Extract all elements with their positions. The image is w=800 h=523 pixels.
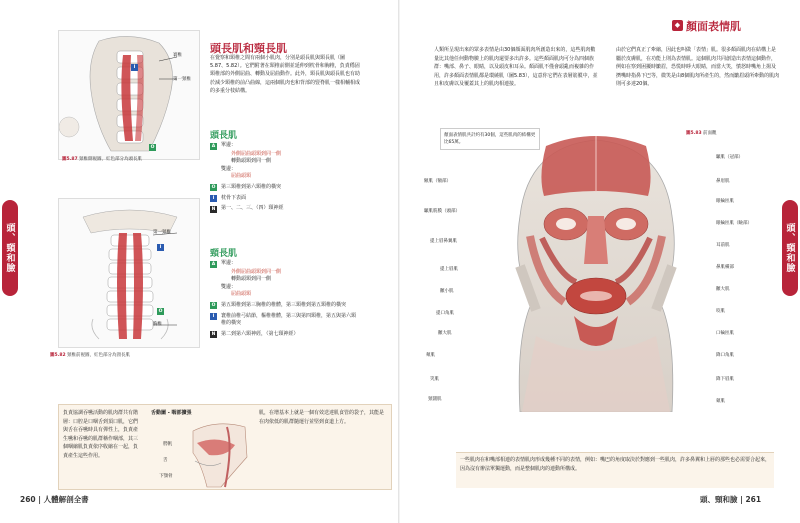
book-title: 頭、頸和臉 [700,495,738,504]
action-badge: A [211,143,216,149]
intro-paragraph: 在覺察和頸椎之間有兩個小肌肉，分別是頭長肌與頸長肌（圖5.87、5.82）。它們附著在頸椎前側並延伸到枕骨和胸椎，負責穩固頸椎部的外側屈曲、轉動及屈曲動作。此外，頸長肌與頭長肌也有助於減少頸椎的前凸曲線，這兩個肌肉也和背部的豎脊肌一樣相輔相成的多重分枝結構。 [210,55,361,94]
sidebar-text-right: 肌，在增基本上就是一個有效送達肌食管的袋子，其能是在肉依低的肌群隨運行並堅到食道上方。 [259,410,385,425]
section-heading: 頭長肌和頸長肌 [210,42,287,55]
label-c1: 第一頸椎 [153,230,171,235]
muscle-label: 提口角肌 [436,311,454,316]
page-number: 261 [745,495,762,504]
origin-text: 第三頸椎到第六頸椎的橫突 [221,183,282,190]
figure-caption [50,352,130,358]
caption-text: 前面觀 [703,131,717,136]
action-badge: A [211,261,216,267]
origin-text: 第五頸椎到第三胸椎的椎體，第三頸椎到第五頸椎的橫突 [221,301,347,308]
muscle-name-capitis: 頭長肌 [210,131,238,141]
pharynx-illustration [187,417,253,489]
insertion-text: 寰椎前椎弓結節，樞椎椎體，第三與第四頸椎，第五與第六頸椎的橫突 [221,312,357,327]
bottom-note: 一些肌肉在和嘴部相連的表情肌肉形成幾種不同的表情，例如：嘴巴的角度取決於對應到一些肌肉，許多鼻翼和上唇的那些也必需要合起來，因為沒有辦法單獨運動，而是整個肌肉的連動所構成。 [456,452,774,488]
muscle-details-colli [210,260,360,339]
muscle-label: 耳前肌 [716,243,730,248]
callout-note: 顏面表情肌共計約有30個，這些肌肉的結構更比65萬。 [440,128,540,150]
muscle-label: 鼻肌橫部 [716,265,734,270]
figure-caption [62,156,142,162]
muscle-label: 眼輪匝肌 [716,199,734,204]
page-number: 260 [20,495,36,504]
muscle-label: 顴大肌 [438,331,452,336]
chapter-tab-left[interactable]: 頭、頸和臉 [2,200,18,296]
insertion-text: 枕骨下表面 [221,194,247,201]
origin-row [210,184,360,192]
figure-cervical-front [58,198,200,348]
section-marker-icon: ◆ [672,20,683,31]
action-row [210,260,360,268]
bilateral-label: 雙邊： [221,283,237,290]
caption-number: 圖5.82 [50,353,66,358]
muscle-label: 顴大肌 [716,287,730,292]
muscle-label: 降下唇肌 [716,377,734,382]
insertion-badge: I [210,313,217,320]
muscle-label: 頦肌 [716,399,725,404]
cervical-front-illustration [59,199,200,348]
nerve-badge: N [211,332,216,338]
nerve-row [210,205,360,213]
label-palate: 腭帆 [163,442,172,447]
sidebar-box [58,404,392,490]
muscle-label: 鼻眉肌 [716,179,730,184]
muscle-label: 額肌（額部） [424,179,451,184]
muscle-label: 頸闊肌 [428,397,442,402]
insertion-row [210,195,360,203]
action-line: 外側屈曲頭頸到同一側 [231,268,282,275]
text-column-1: 人類所呈現出來的眾多表情是由30個顏面肌肉所創造出來的，這些肌肉數量比其他任何動物臉上的肌肉還要多出許多。這些顏面肌肉可分為四個族群：嘴部、鼻子、眼睛，以及頭皮和耳朵。顏面肌不僅會頭亂而複雜的作用，許多顏面表情肌都是環繞肌（圖5.83），這意你它們在表層筋膜中，並且和皮膚以及覆蓋其上的肌肉相連接。 [434,47,598,87]
text-column-2: 由於它們真正了牽縮，因此也叫做「表情」肌。很多顏面肌肉在結構上是屬於皮膚肌，在功能上則為表情肌。這個肌肉共同創造出表情這個動作，例如在察到困擾時皺眉，恐慌時睜大眼睛，而當大笑，憤怒時嘴角上揚及擠嘴時指鼻下巴等，微笑是由8個肌肉所產生的，然而皺眉頭所牽動的肌肉則可多達20個。 [616,47,780,87]
label-c1: 第一頸椎 [173,77,191,82]
origin-row [210,302,360,310]
label-tongue: 舌 [163,458,168,463]
label-atlas: 寰椎 [173,53,182,58]
action-row [210,142,360,150]
book-title: 人體解剖全書 [43,495,89,504]
label-mandible: 下顎骨 [159,474,173,479]
action-line: 轉動頭頸到同一側 [231,276,272,283]
page-folio-left: 260 | 人體解剖全書 [20,495,89,504]
muscle-label: 顴小肌 [440,289,454,294]
origin-badge: O [158,308,163,314]
muscle-details-capitis [210,142,360,214]
insertion-badge: I [131,64,138,71]
facial-muscles-illustration [480,126,712,412]
caption-number: 圖5.87 [62,157,78,162]
bilateral-label: 雙邊： [221,165,237,172]
action-line: 轉動頭頸到同一側 [231,158,272,165]
action-line: 外側屈曲頭頸到同一側 [231,150,282,157]
chapter-tab-right[interactable]: 頭、頸和臉 [782,200,798,296]
caption-text: 頸椎側視圖，紅色部分為頭長肌 [79,157,143,162]
action-label: 單邊： [221,142,237,148]
muscle-name-colli: 頸長肌 [210,249,238,259]
nerve-badge: N [211,206,216,212]
nerve-text: 第二到第六頸神經，（第七頸神經） [221,330,299,337]
sidebar-figure-title: 舌動圖 - 咽部擴張 [151,410,192,416]
insertion-badge: I [157,244,164,251]
muscle-label: 笑肌 [430,377,439,382]
nerve-text: 第一、二、三、（四）頸神經 [221,205,284,212]
caption-text: 頸椎前視圖，紅色部分為頸長肌 [67,353,131,358]
origin-badge: O [150,144,155,150]
muscle-label: 提上唇鼻翼肌 [430,239,457,244]
muscle-label: 口輪匝肌 [716,331,734,336]
origin-badge: O [211,303,216,309]
muscle-label: 降口角肌 [716,353,734,358]
muscle-label: 咬肌 [716,309,725,314]
section-title: 顏面表情肌 [686,20,741,33]
sidebar-text-left: 負責協調吞嚥活動的肌肉群共有階層：口腔是口咽舌到頂口肌，它們與舌在吞嚥時具有彈性上，負責產生嚥和吞嚥的肌群稱作咽部，其三個咽縮肌負責依序收縮在一起，負責產生這些作用。 [63,410,139,459]
bilateral-line: 屈曲頭頸 [231,291,252,298]
figure-cervical-side [58,30,200,160]
origin-badge: O [211,185,216,191]
label-thoracic: 胸椎 [153,322,162,327]
bilateral-line: 屈曲頭頸 [231,173,252,180]
insertion-badge: I [210,195,217,202]
cervical-side-illustration [59,31,200,160]
muscle-label: 頰肌 [426,353,435,358]
muscle-label: 提上唇肌 [440,267,458,272]
muscle-label: 顳肌（冠部） [716,155,743,160]
nerve-row [210,331,360,339]
muscle-label: 顳肌筋膜（頭部） [424,209,460,214]
action-label: 單邊： [221,260,237,266]
muscle-label: 眼輪匝肌（瞼部） [716,221,752,226]
caption-number: 圖5.83 [686,131,702,136]
insertion-row [210,313,360,328]
page-folio-right: 頭、頸和臉 | 261 [700,495,762,504]
